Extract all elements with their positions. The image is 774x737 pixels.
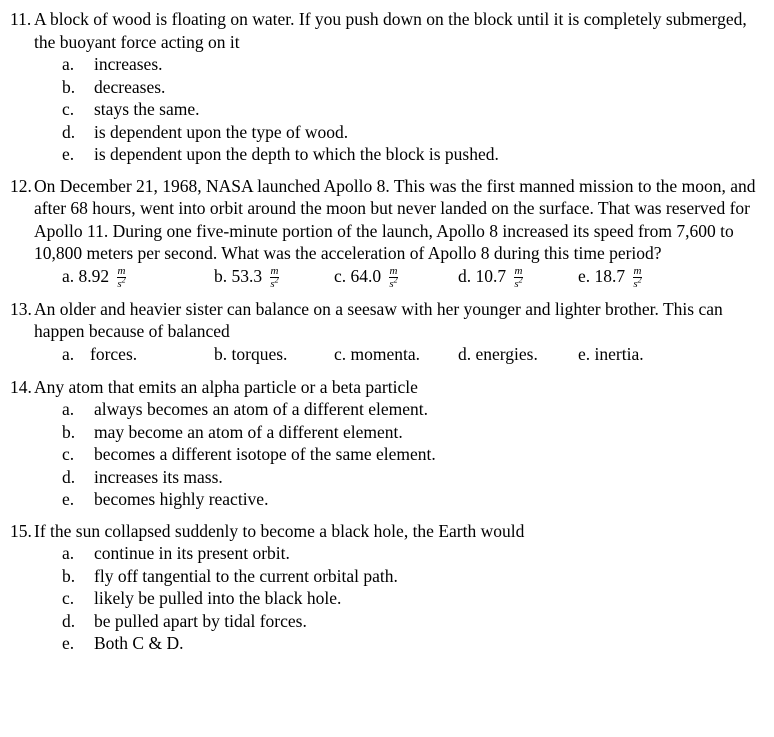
question-number: 12.	[10, 175, 32, 196]
option-list	[62, 542, 774, 655]
option-a[interactable]	[62, 265, 214, 289]
option-letter: e.	[62, 144, 75, 164]
unit-base: s	[633, 277, 638, 290]
unit-base: s	[117, 277, 122, 290]
option-c[interactable]	[334, 343, 458, 367]
unit-fraction	[389, 266, 399, 289]
unit-base: s	[514, 277, 519, 290]
unit-numerator: m	[117, 264, 126, 277]
option-letter: a.	[62, 543, 75, 563]
option-letter: c.	[62, 588, 75, 608]
question-text: On December 21, 1968, NASA launched Apollo 8. This was the first manned mission to the moon, and after 68 hours, went into orbit around the moon but never landed on the surface. That was reserved for Apollo 11. During one five-minute portion of the launch, Apollo 8 increased its speed from 7,600 to 10,800 meters per second. What was the acceleration of Apollo 8 during this time period?	[34, 175, 756, 263]
option-letter: b.	[62, 421, 76, 442]
question-stem	[10, 8, 774, 53]
option-value: 18.7	[594, 265, 626, 286]
option-text: decreases.	[94, 76, 166, 97]
option-a[interactable]	[62, 542, 774, 565]
option-text: always becomes an atom of a different element.	[94, 399, 428, 419]
option-letter: c.	[334, 343, 347, 364]
option-text: forces.	[90, 343, 138, 364]
unit-exponent: 2	[518, 275, 523, 285]
option-e[interactable]	[578, 265, 642, 289]
option-letter: c.	[334, 265, 347, 286]
option-text: likely be pulled into the black hole.	[94, 588, 342, 608]
unit-fraction	[270, 266, 280, 289]
option-letter: a.	[62, 399, 75, 419]
option-row	[62, 265, 774, 289]
option-letter: d.	[62, 121, 76, 142]
option-letter: d.	[458, 343, 472, 364]
question-number: 15.	[10, 520, 32, 541]
option-b[interactable]	[62, 421, 774, 444]
unit-denominator	[389, 275, 398, 290]
option-letter: a.	[62, 54, 75, 74]
option-d[interactable]	[458, 265, 578, 289]
option-a[interactable]	[62, 53, 774, 76]
unit-fraction	[514, 266, 524, 289]
option-text: becomes highly reactive.	[94, 489, 269, 509]
unit-exponent: 2	[637, 275, 642, 285]
question-13	[10, 298, 774, 367]
option-d[interactable]	[62, 466, 774, 489]
unit-numerator: m	[270, 264, 279, 277]
question-number: 13.	[10, 298, 32, 319]
question-number: 14.	[10, 376, 32, 397]
option-text: increases its mass.	[94, 466, 223, 487]
option-text: Both C & D.	[94, 633, 184, 653]
unit-denominator	[633, 275, 642, 290]
option-letter: a.	[62, 343, 75, 364]
option-letter: e.	[62, 633, 75, 653]
option-letter: d.	[62, 610, 76, 631]
option-letter: e.	[62, 489, 75, 509]
option-c[interactable]	[334, 265, 458, 289]
option-text: may become an atom of a different element.	[94, 421, 403, 442]
question-stem	[10, 520, 774, 543]
option-b[interactable]	[62, 76, 774, 99]
option-b[interactable]	[214, 265, 334, 289]
question-text: If the sun collapsed suddenly to become a black hole, the Earth would	[34, 520, 525, 541]
option-letter: d.	[458, 265, 472, 286]
option-c[interactable]	[62, 443, 774, 466]
option-c[interactable]	[62, 587, 774, 610]
option-e[interactable]	[62, 143, 774, 166]
unit-numerator: m	[514, 264, 523, 277]
question-text: An older and heavier sister can balance on a seesaw with her younger and lighter brother. This can happen because of balanced	[34, 298, 723, 341]
option-value: 64.0	[350, 265, 382, 286]
option-letter: e.	[578, 265, 591, 286]
option-letter: b.	[62, 76, 76, 97]
option-text: continue in its present orbit.	[94, 543, 290, 563]
option-letter: b.	[62, 565, 76, 586]
unit-denominator	[117, 275, 126, 290]
unit-numerator: m	[389, 264, 398, 277]
option-d[interactable]	[62, 610, 774, 633]
option-b[interactable]	[62, 565, 774, 588]
option-text: momenta.	[350, 343, 421, 364]
unit-fraction	[117, 266, 127, 289]
option-d[interactable]	[62, 121, 774, 144]
option-d[interactable]	[458, 343, 578, 367]
option-a[interactable]	[62, 398, 774, 421]
option-e[interactable]	[62, 632, 774, 655]
option-e[interactable]	[578, 343, 644, 367]
question-stem	[10, 298, 774, 343]
option-c[interactable]	[62, 98, 774, 121]
option-letter: c.	[62, 444, 75, 464]
option-value: 53.3	[231, 265, 263, 286]
question-stem	[10, 175, 774, 265]
option-row	[62, 343, 774, 367]
option-list	[62, 53, 774, 166]
question-12	[10, 175, 774, 289]
option-letter: b.	[214, 265, 228, 286]
unit-exponent: 2	[393, 275, 398, 285]
option-value: 10.7	[475, 265, 507, 286]
option-letter: a.	[62, 265, 75, 286]
unit-base: s	[389, 277, 394, 290]
option-letter: e.	[578, 343, 591, 364]
option-value: 8.92	[78, 265, 110, 286]
option-a[interactable]	[62, 343, 214, 367]
option-text: increases.	[94, 54, 163, 74]
question-stem	[10, 376, 774, 399]
option-text: becomes a different isotope of the same element.	[94, 444, 436, 464]
option-text: stays the same.	[94, 99, 200, 119]
question-14	[10, 376, 774, 511]
option-letter: c.	[62, 99, 75, 119]
unit-fraction	[633, 266, 643, 289]
option-text: is dependent upon the type of wood.	[94, 121, 349, 142]
option-text: be pulled apart by tidal forces.	[94, 610, 307, 631]
unit-denominator	[270, 275, 279, 290]
option-e[interactable]	[62, 488, 774, 511]
option-letter: b.	[214, 343, 228, 364]
option-text: energies.	[475, 343, 538, 364]
option-text: is dependent upon the depth to which the block is pushed.	[94, 144, 499, 164]
question-number: 11.	[10, 9, 32, 29]
question-11	[10, 8, 774, 166]
option-list	[62, 398, 774, 511]
unit-numerator: m	[633, 264, 642, 277]
unit-exponent: 2	[121, 275, 126, 285]
option-letter: d.	[62, 466, 76, 487]
unit-denominator	[514, 275, 523, 290]
question-text: A block of wood is floating on water. If you push down on the block until it is completely submerged, the buoyant force acting on it	[34, 9, 747, 52]
question-15	[10, 520, 774, 655]
unit-exponent: 2	[274, 275, 279, 285]
option-text: fly off tangential to the current orbital path.	[94, 565, 398, 586]
unit-base: s	[270, 277, 275, 290]
option-b[interactable]	[214, 343, 334, 367]
question-text: Any atom that emits an alpha particle or a beta particle	[34, 376, 418, 397]
option-text: torques.	[231, 343, 288, 364]
option-text: inertia.	[594, 343, 644, 364]
